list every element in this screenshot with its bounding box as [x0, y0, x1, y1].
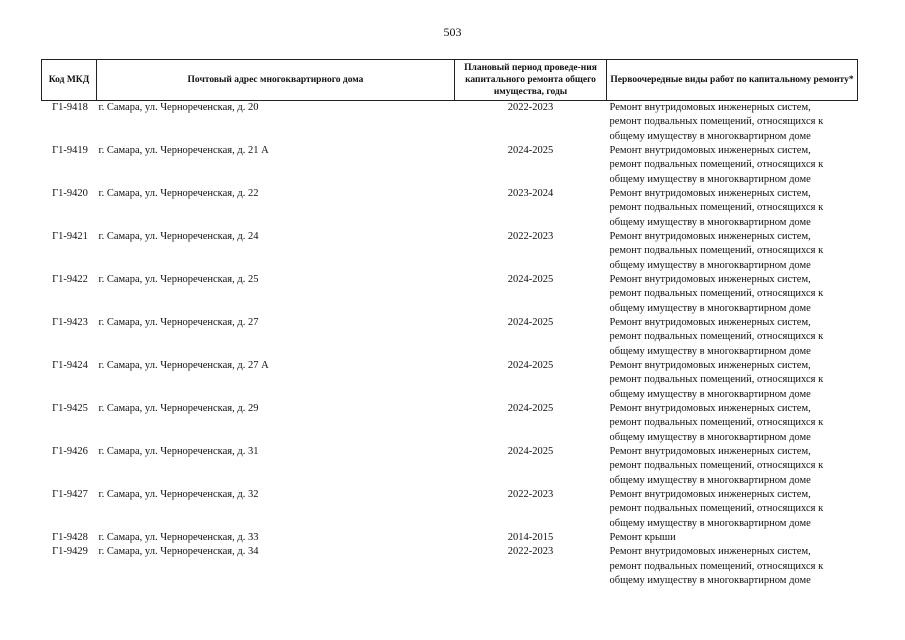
cell-address: г. Самара, ул. Чернореченская, д. 27	[98, 317, 259, 328]
cell-address: г. Самара, ул. Чернореченская, д. 31	[98, 446, 259, 457]
cell-works	[607, 359, 858, 402]
works-line: ремонт подвальных помещений, относящихся к	[609, 245, 824, 257]
works-line: общему имуществу в многоквартирном доме	[609, 431, 811, 443]
works-line: Ремонт крыши	[609, 532, 676, 543]
works-line: общему имуществу в многоквартирном доме	[609, 574, 811, 586]
works-line: ремонт подвальных помещений, относящихся к	[609, 460, 824, 472]
table-row	[42, 101, 858, 145]
cell-works	[607, 402, 858, 445]
cell-address: г. Самара, ул. Чернореченская, д. 21 А	[98, 145, 269, 156]
cell-code: Г1-9427	[52, 489, 88, 500]
works-line: Ремонт внутридомовых инженерных систем,	[609, 317, 811, 328]
cell-code: Г1-9419	[52, 145, 88, 156]
works-line: ремонт подвальных помещений, относящихся к	[609, 116, 824, 128]
works-line: общему имуществу в многоквартирном доме	[609, 474, 811, 486]
cell-works	[607, 144, 858, 187]
works-line: Ремонт внутридомовых инженерных систем,	[609, 360, 811, 371]
cell-address: г. Самара, ул. Чернореченская, д. 25	[98, 274, 259, 285]
header-period: Плановый период проведе-ния капитального ремонта общего имущества, годы	[455, 60, 607, 101]
table-row	[42, 488, 858, 531]
page-number: 503	[443, 25, 462, 39]
cell-code: Г1-9426	[52, 446, 88, 457]
table-row	[42, 316, 858, 359]
cell-period: 2024-2025	[507, 274, 554, 285]
works-line: общему имуществу в многоквартирном доме	[609, 259, 811, 271]
cell-address: г. Самара, ул. Чернореченская, д. 29	[98, 403, 259, 414]
cell-code: Г1-9418	[52, 102, 88, 113]
table-header-row	[42, 60, 858, 101]
cell-works	[607, 531, 858, 545]
table-row	[42, 144, 858, 187]
cell-works	[607, 545, 858, 588]
cell-address: г. Самара, ул. Чернореченская, д. 20	[98, 102, 259, 113]
cell-works	[607, 187, 858, 230]
cell-period: 2022-2023	[507, 102, 554, 113]
table-row	[42, 359, 858, 402]
cell-period: 2024-2025	[507, 360, 554, 371]
works-line: ремонт подвальных помещений, относящихся к	[609, 288, 824, 300]
cell-works	[607, 273, 858, 316]
works-line: Ремонт внутридомовых инженерных систем,	[609, 188, 811, 199]
works-line: общему имуществу в многоквартирном доме	[609, 173, 811, 185]
cell-period: 2023-2024	[507, 188, 554, 199]
works-line: ремонт подвальных помещений, относящихся к	[609, 417, 824, 429]
cell-works	[607, 316, 858, 359]
cell-code: Г1-9422	[52, 274, 88, 285]
table-row	[42, 230, 858, 273]
table-row	[42, 187, 858, 230]
header-address: Почтовый адрес многоквартирного дома	[97, 60, 455, 101]
cell-address: г. Самара, ул. Чернореченская, д. 24	[98, 231, 259, 242]
cell-address: г. Самара, ул. Чернореченская, д. 34	[98, 546, 259, 558]
works-line: ремонт подвальных помещений, относящихся к	[609, 503, 824, 515]
table-row	[42, 545, 858, 588]
cell-address: г. Самара, ул. Чернореченская, д. 33	[98, 532, 259, 543]
works-line: общему имуществу в многоквартирном доме	[609, 302, 811, 314]
cell-period: 2024-2025	[507, 446, 554, 457]
cell-code: Г1-9425	[52, 403, 88, 414]
cell-works	[607, 488, 858, 531]
works-line: общему имуществу в многоквартирном доме	[609, 216, 811, 228]
cell-period: 2024-2025	[507, 145, 554, 156]
cell-address: г. Самара, ул. Чернореченская, д. 32	[98, 489, 259, 500]
header-code: Код МКД	[42, 60, 97, 101]
works-line: Ремонт внутридомовых инженерных систем,	[609, 489, 811, 500]
cell-period: 2014-2015	[507, 532, 554, 543]
works-line: Ремонт внутридомовых инженерных систем,	[609, 274, 811, 285]
works-line: общему имуществу в многоквартирном доме	[609, 130, 811, 142]
cell-period: 2022-2023	[507, 546, 554, 558]
table-row	[42, 402, 858, 445]
works-line: Ремонт внутридомовых инженерных систем,	[609, 403, 811, 414]
works-line: ремонт подвальных помещений, относящихся к	[609, 331, 824, 343]
cell-code: Г1-9429	[52, 546, 88, 558]
cell-address: г. Самара, ул. Чернореченская, д. 22	[98, 188, 259, 199]
cell-address: г. Самара, ул. Чернореченская, д. 27 А	[98, 360, 269, 371]
works-line: общему имуществу в многоквартирном доме	[609, 388, 811, 400]
cell-works	[607, 445, 858, 488]
repair-schedule-table	[41, 59, 858, 588]
cell-period: 2022-2023	[507, 231, 554, 242]
cell-code: Г1-9423	[52, 317, 88, 328]
works-line: Ремонт внутридомовых инженерных систем,	[609, 446, 811, 457]
cell-code: Г1-9424	[52, 360, 88, 371]
works-line: Ремонт внутридомовых инженерных систем,	[609, 102, 811, 113]
works-line: ремонт подвальных помещений, относящихся к	[609, 560, 824, 572]
cell-code: Г1-9420	[52, 188, 88, 199]
cell-works	[607, 101, 858, 145]
header-works: Первоочередные виды работ по капитальному ремонту*	[607, 60, 858, 101]
cell-code: Г1-9421	[52, 231, 88, 242]
table-row	[42, 445, 858, 488]
cell-period: 2022-2023	[507, 489, 554, 500]
works-line: ремонт подвальных помещений, относящихся к	[609, 202, 824, 214]
works-line: ремонт подвальных помещений, относящихся к	[609, 374, 824, 386]
works-line: Ремонт внутридомовых инженерных систем,	[609, 231, 811, 242]
table-row	[42, 273, 858, 316]
works-line: Ремонт внутридомовых инженерных систем,	[609, 546, 811, 558]
works-line: общему имуществу в многоквартирном доме	[609, 345, 811, 357]
cell-works	[607, 230, 858, 273]
cell-period: 2024-2025	[507, 403, 554, 414]
works-line: ремонт подвальных помещений, относящихся к	[609, 159, 824, 171]
cell-period: 2024-2025	[507, 317, 554, 328]
works-line: Ремонт внутридомовых инженерных систем,	[609, 145, 811, 156]
table-row	[42, 531, 858, 545]
table-body	[42, 101, 858, 589]
works-line: общему имуществу в многоквартирном доме	[609, 517, 811, 529]
cell-code: Г1-9428	[52, 532, 88, 543]
